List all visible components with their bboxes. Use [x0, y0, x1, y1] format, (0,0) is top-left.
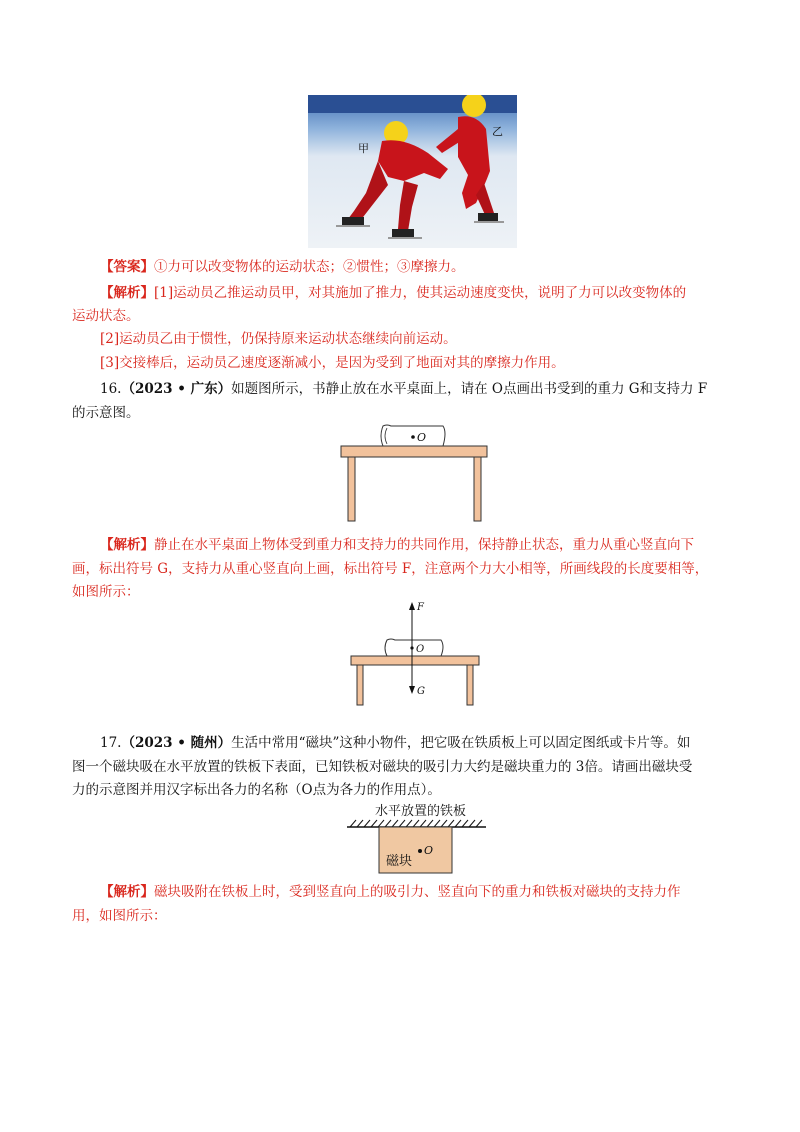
q16-stem-line1: [100, 379, 707, 399]
question-source: （2023 • 广东）: [121, 381, 232, 397]
hatch-line: [420, 820, 426, 827]
table-leg-right: [474, 457, 481, 521]
q17-stem-line1: [100, 733, 690, 753]
hatch-line: [364, 820, 370, 827]
hatch-line: [462, 820, 468, 827]
force-f-arrowhead: [409, 602, 415, 610]
q17-question-figure: [342, 798, 492, 878]
question-stem: 如题图所示，书静止放在水平桌面上，请在 O点画出书受到的重力 G和支持力 F: [231, 381, 708, 397]
analysis-tag: 【解析】: [100, 537, 154, 553]
analysis-tag: 【解析】: [100, 884, 154, 900]
book-shape: [385, 639, 443, 656]
table-top: [341, 446, 487, 457]
q15-analysis-line2: 运动状态。: [72, 308, 140, 324]
analysis-text: 静止在水平桌面上物体受到重力和支持力的共同作用，保持静止状态，重力从重心竖直向下: [154, 537, 694, 553]
hatch-line: [448, 820, 454, 827]
q17-analysis-line2: 用，如图所示：: [72, 908, 167, 924]
label-jia: 甲: [358, 142, 369, 155]
label-o: O: [416, 644, 425, 655]
question-source: （2023 • 随州）: [121, 735, 232, 751]
hatch-line: [469, 820, 475, 827]
q16-analysis-line3: 如图所示：: [72, 584, 140, 600]
hatch-line: [385, 820, 391, 827]
label-o: O: [417, 431, 427, 444]
q17-stem-line3: 力的示意图并用汉字标出各力的名称（O点为各力的作用点）。: [72, 782, 441, 798]
hatch-line: [441, 820, 447, 827]
label-f: F: [417, 602, 424, 613]
force-g-arrowhead: [409, 686, 415, 694]
question-number: 17.: [100, 735, 122, 751]
label-yi: 乙: [492, 125, 503, 138]
table-leg-right: [467, 665, 473, 705]
label-g: G: [417, 686, 425, 697]
q16-stem-line2: 的示意图。: [72, 405, 140, 421]
question-number: 16.: [100, 381, 122, 397]
q15-analysis-line3: [2]运动员乙由于惯性，仍保持原来运动状态继续向前运动。: [100, 331, 457, 347]
q15-answer: [100, 257, 465, 277]
question-stem: 生活中常用“磁块”这种小物件，把它吸在铁质板上可以固定图纸或卡片等。如: [231, 735, 691, 751]
q15-analysis-line4: [3]交接棒后，运动员乙速度逐渐减小，是因为受到了地面对其的摩擦力作用。: [100, 355, 565, 371]
hatch-line: [378, 820, 384, 827]
q16-question-figure: [335, 420, 495, 524]
point-o: [410, 646, 413, 649]
q17-stem-line2: 图一个磁块吸在水平放置的铁板下表面，已知铁板对磁块的吸引力大约是磁块重力的 3倍。请画出磁块受: [72, 759, 693, 775]
answer-tag: 【答案】: [100, 259, 154, 275]
hatch-line: [371, 820, 377, 827]
label-o: O: [424, 844, 434, 857]
figure-title: 水平放置的铁板: [375, 804, 467, 819]
plate-hatching: [350, 820, 482, 827]
analysis-tag: 【解析】: [100, 285, 154, 301]
hatch-line: [455, 820, 461, 827]
hatch-line: [476, 820, 482, 827]
analysis-text: 磁块吸附在铁板上时，受到竖直向上的吸引力、竖直向下的重力和铁板对磁块的支持力作: [154, 884, 681, 900]
table-leg-left: [348, 457, 355, 521]
hatch-line: [399, 820, 405, 827]
q15-analysis-line1: [100, 283, 686, 303]
block-label: 磁块: [386, 854, 413, 869]
q16-answer-figure: [345, 598, 485, 708]
answer-text: ①力可以改变物体的运动状态；②惯性；③摩擦力。: [154, 259, 465, 275]
skaters-photo: [308, 95, 517, 248]
q16-analysis-line2: 画，标出符号 G，支持力从重心竖直向上画，标出符号 F，注意两个力大小相等，所画线段的长度要相等，: [72, 561, 709, 577]
hatch-line: [413, 820, 419, 827]
hatch-line: [434, 820, 440, 827]
hatch-line: [427, 820, 433, 827]
analysis-text: [1]运动员乙推运动员甲，对其施加了推力，使其运动速度变快，说明了力可以改变物体的: [154, 285, 687, 301]
point-o: [418, 849, 422, 853]
q17-analysis-line1: [100, 882, 681, 902]
hatch-line: [406, 820, 412, 827]
hatch-line: [350, 820, 356, 827]
hatch-line: [392, 820, 398, 827]
q16-analysis-line1: [100, 535, 694, 555]
table-leg-left: [357, 665, 363, 705]
point-o: [411, 435, 415, 439]
hatch-line: [357, 820, 363, 827]
table-top: [351, 656, 479, 665]
